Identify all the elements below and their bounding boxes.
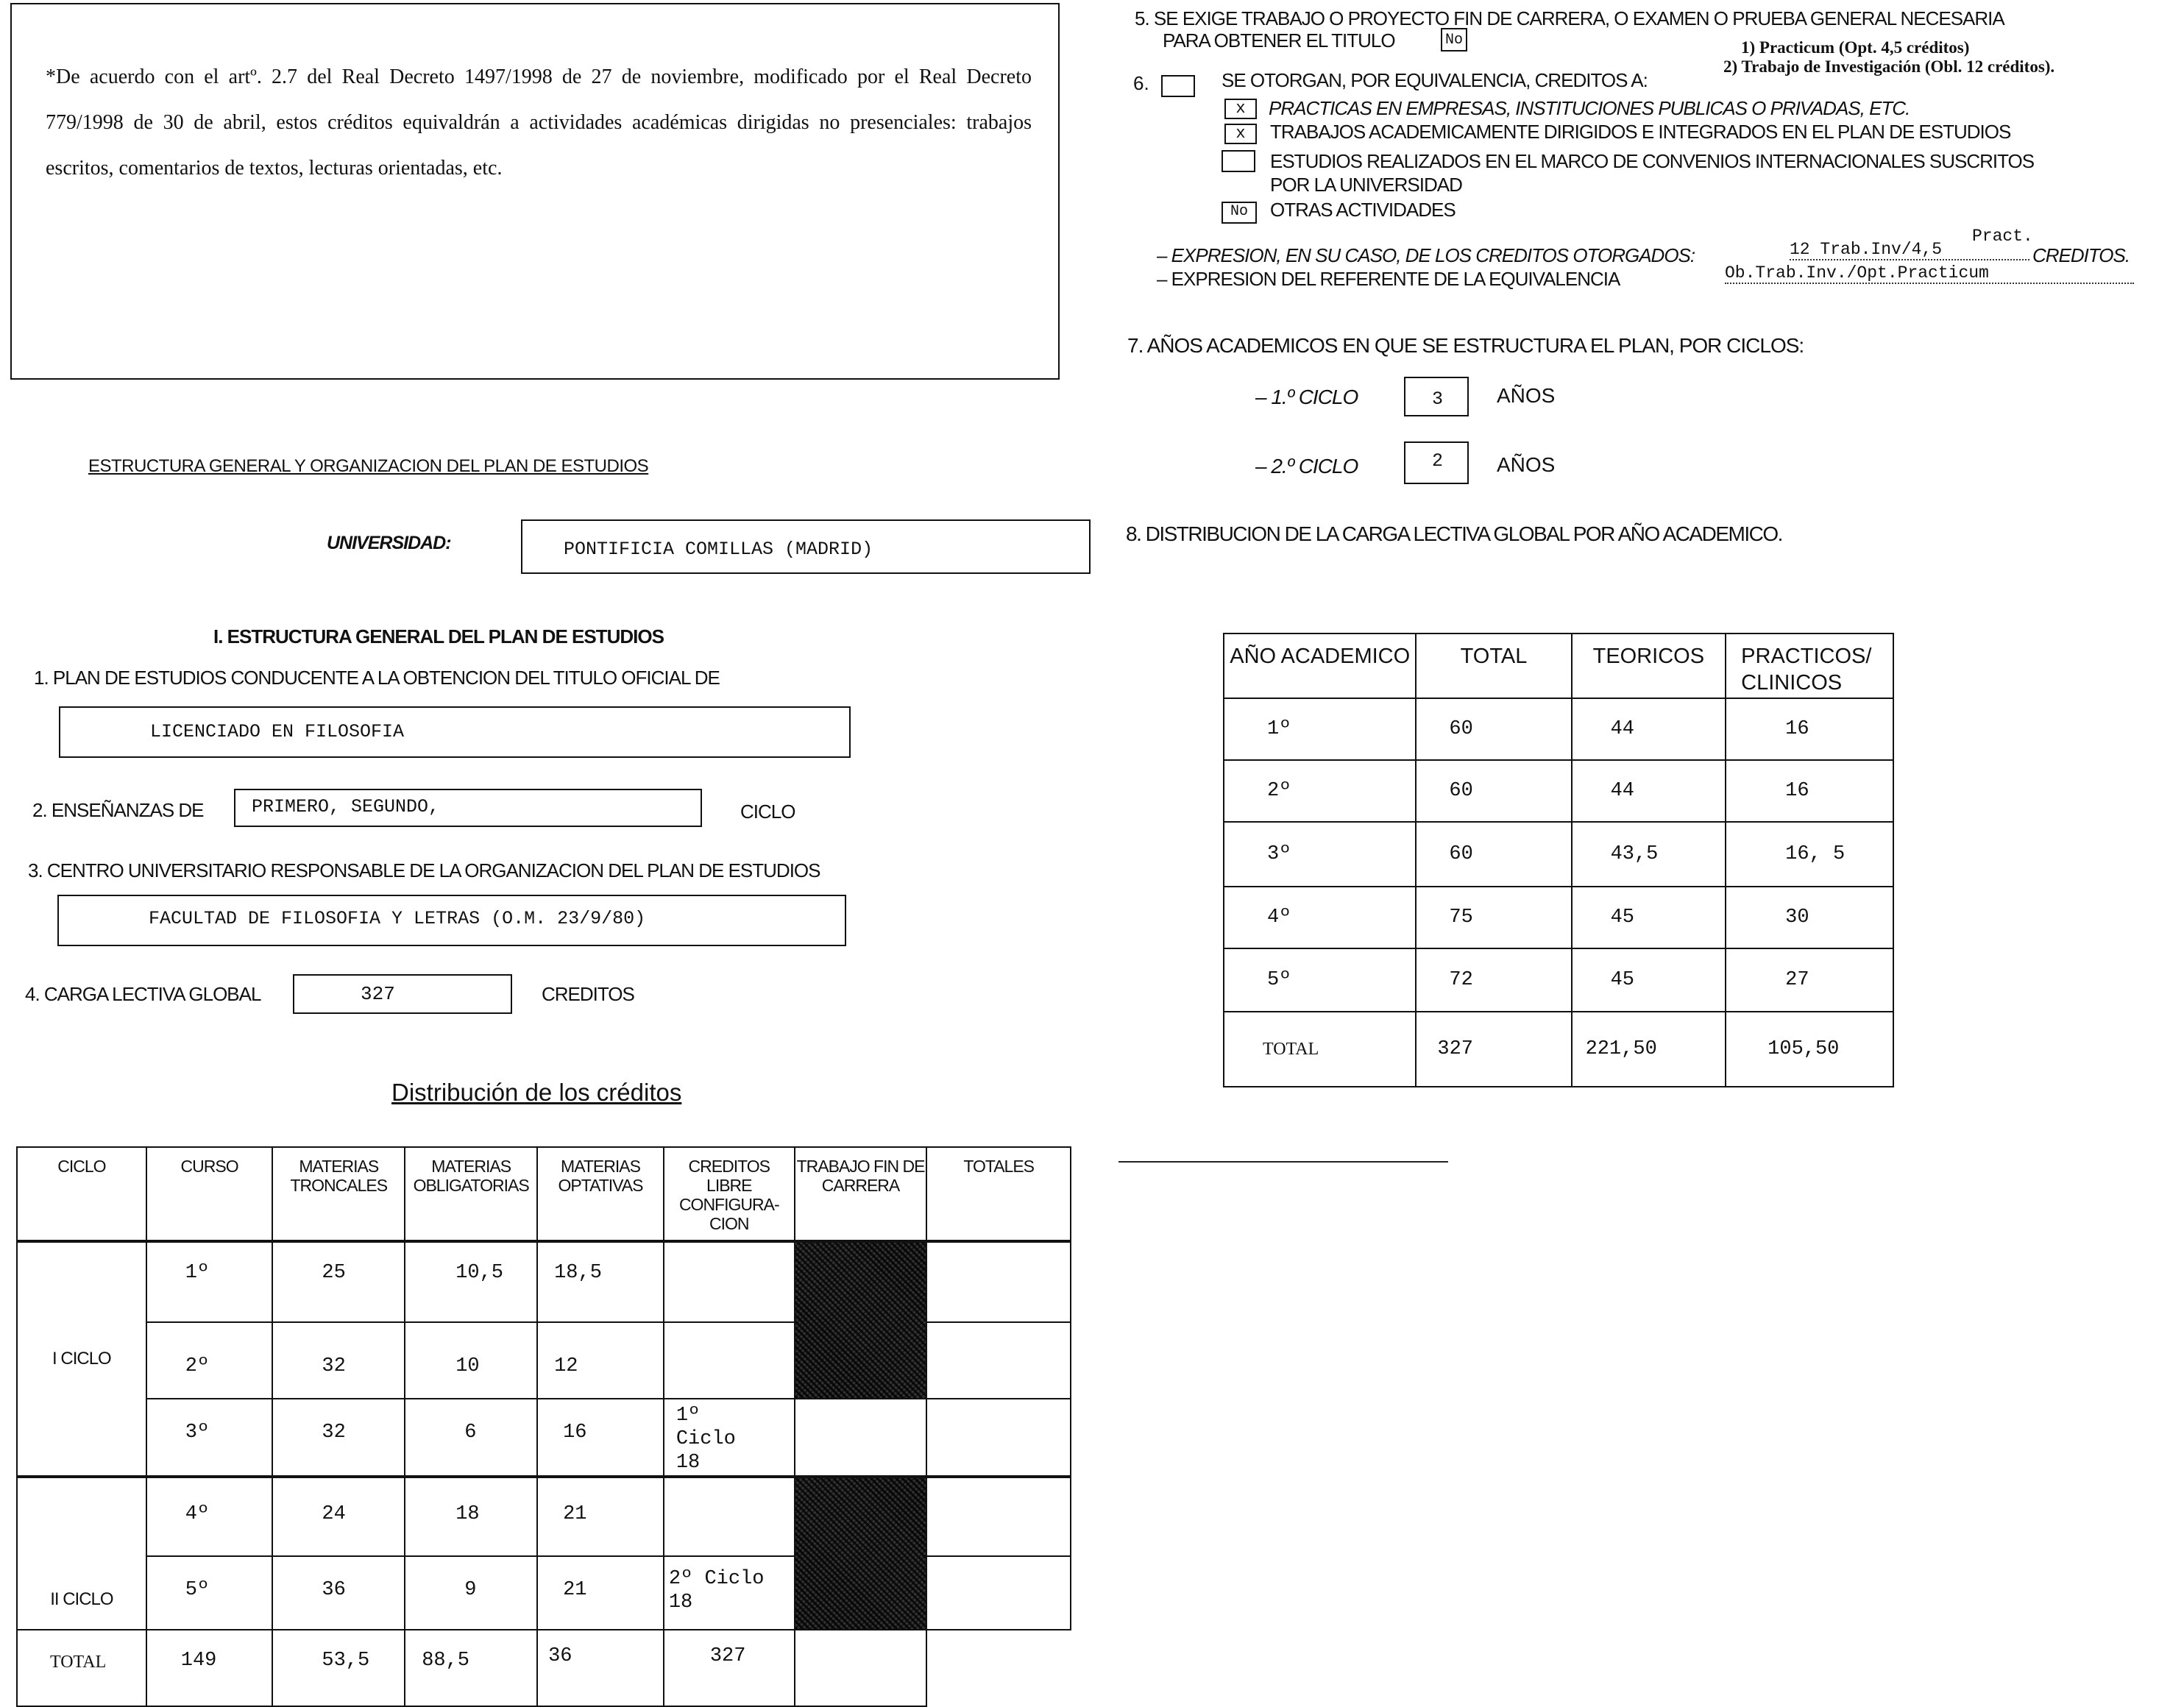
curso-cell: 4º [146, 1477, 273, 1556]
header-totales: TOTALES [926, 1147, 1071, 1241]
practicos-cell: 16, 5 [1726, 822, 1893, 887]
opt1-checkbox: x [1224, 99, 1257, 119]
year-table [1223, 633, 1894, 1087]
obligatorias-cell: 18 [405, 1477, 537, 1556]
item8-label: 8. DISTRIBUCION DE LA CARGA LECTIVA GLOBAL POR AÑO ACADEMICO. [1126, 522, 1782, 545]
note-text: *De acuerdo con el artº. 2.7 del Real Decreto 1497/1998 de 27 de noviembre, modificado por el Real Decreto 779/1998 de 30 de abril, estos créditos equivaldrán a actividades académicas dirigidas no presenciales: trabajos escritos, comentarios de textos, lecturas orientadas, etc. [46, 65, 1032, 180]
opt3-line1: ESTUDIOS REALIZADOS EN EL MARCO DE CONVENIOS INTERNACIONALES SUSCRITOS [1270, 150, 2035, 172]
teoricos-cell: 44 [1572, 760, 1726, 822]
practicos-cell: 16 [1726, 760, 1893, 822]
anio-cell: TOTAL [1224, 1012, 1416, 1087]
item3-label: 3. CENTRO UNIVERSITARIO RESPONSABLE DE LA ORGANIZACION DEL PLAN DE ESTUDIOS [28, 859, 820, 881]
expr1-label: – EXPRESION, EN SU CASO, DE LOS CREDITOS OTORGADOS: [1157, 244, 1695, 266]
teoricos-cell: 45 [1572, 948, 1726, 1012]
centro-value: FACULTAD DE FILOSOFIA Y LETRAS (O.M. 23/9/80) [149, 908, 646, 929]
troncales-cell: 149 [146, 1630, 273, 1706]
item6-text: SE OTORGAN, POR EQUIVALENCIA, CREDITOS A: [1222, 69, 1648, 91]
total-cell: 60 [1416, 760, 1571, 822]
table-row [1224, 887, 1893, 948]
anio-cell: 4º [1224, 887, 1416, 948]
optativas-cell: 18,5 [537, 1241, 664, 1322]
ciclo2-years: 2 [1432, 450, 1444, 472]
opt4-checkbox: No [1222, 202, 1257, 224]
teoricos-cell: 45 [1572, 887, 1726, 948]
ciclo1-years-box [1404, 377, 1469, 416]
header-obligatorias: MATERIAS OBLIGATORIAS [405, 1147, 537, 1241]
expr1-value: 12 Trab.Inv/4,5 [1790, 240, 2029, 260]
obligatorias-cell: 6 [405, 1399, 537, 1477]
practicos-cell: 105,50 [1726, 1012, 1893, 1087]
obligatorias-cell: 10,5 [405, 1241, 537, 1322]
opt1-label: PRACTICAS EN EMPRESAS, INSTITUCIONES PUBLICAS O PRIVADAS, ETC. [1269, 97, 1910, 119]
curso-cell: 5º [146, 1556, 273, 1630]
totales-cell [926, 1477, 1071, 1556]
header-troncales: MATERIAS TRONCALES [272, 1147, 405, 1241]
total-cell: 72 [1416, 948, 1571, 1012]
troncales-cell: 32 [272, 1399, 405, 1477]
troncales-cell: 25 [272, 1241, 405, 1322]
centro-field [57, 895, 846, 946]
opt3-line2: POR LA UNIVERSIDAD [1270, 174, 1462, 196]
ciclo2-anos: AÑOS [1497, 453, 1556, 476]
note-box [10, 3, 1060, 380]
table-row [17, 1241, 1071, 1322]
trabajo-cell: 327 [664, 1630, 795, 1706]
libre-cell: 2º Ciclo 18 [664, 1556, 795, 1630]
libre-cell [664, 1241, 795, 1322]
curso-cell: 2º [146, 1322, 273, 1399]
trabajo-shaded-cell [795, 1241, 927, 1399]
expr1-suffix: CREDITOS. [2032, 244, 2130, 266]
titulo-field [59, 706, 851, 758]
ciclo1-years: 3 [1432, 388, 1444, 410]
header-teoricos: TEORICOS [1572, 634, 1726, 698]
total-cell: 60 [1416, 698, 1571, 760]
opt2-checkbox: x [1224, 124, 1257, 144]
item5-line1: 5. SE EXIGE TRABAJO O PROYECTO FIN DE CARRERA, O EXAMEN O PRUEBA GENERAL NECESARIA [1135, 7, 2004, 29]
optativas-cell: 21 [537, 1556, 664, 1630]
header-ciclo: CICLO [17, 1147, 146, 1241]
teoricos-cell: 221,50 [1572, 1012, 1726, 1087]
anio-cell: 3º [1224, 822, 1416, 887]
expr2-value: Ob.Trab.Inv./Opt.Practicum [1725, 263, 2134, 284]
ciclo2-label: – 2.º CICLO [1255, 455, 1358, 478]
optativas-cell: 21 [537, 1477, 664, 1556]
libre-cell [664, 1322, 795, 1399]
header-libre: CREDITOS LIBRE CONFIGURA- CION [664, 1147, 795, 1241]
titulo-value: LICENCIADO EN FILOSOFIA [150, 721, 405, 742]
obligatorias-cell: 10 [405, 1322, 537, 1399]
header-trabajo: TRABAJO FIN DE CARRERA [795, 1147, 927, 1241]
item5-box: No [1441, 28, 1467, 52]
obligatorias-cell: 53,5 [272, 1630, 405, 1706]
ciclo1-label: – 1.º CICLO [1255, 386, 1358, 408]
obligatorias-cell: 9 [405, 1556, 537, 1630]
teoricos-cell: 44 [1572, 698, 1726, 760]
totales-cell [926, 1556, 1071, 1630]
heading-estructura: I. ESTRUCTURA GENERAL DEL PLAN DE ESTUDIOS [213, 625, 664, 647]
footnote-divider [1118, 1161, 1448, 1163]
item7-label: 7. AÑOS ACADEMICOS EN QUE SE ESTRUCTURA EL PLAN, POR CICLOS: [1127, 334, 1804, 357]
table-row [17, 1477, 1071, 1556]
libre-cell: 36 [537, 1630, 664, 1706]
item5-line2: PARA OBTENER EL TITULO [1163, 29, 1395, 52]
ciclo2-cell: II CICLO [17, 1477, 146, 1630]
teoricos-cell: 43,5 [1572, 822, 1726, 887]
item1-label: 1. PLAN DE ESTUDIOS CONDUCENTE A LA OBTENCION DEL TITULO OFICIAL DE [34, 667, 720, 689]
note-trabajo: 2) Trabajo de Investigación (Obl. 12 créditos). [1723, 57, 2055, 76]
item4-suffix: CREDITOS [542, 983, 634, 1005]
note-practicum: 1) Practicum (Opt. 4,5 créditos) [1741, 38, 1970, 57]
table-row [17, 1399, 1071, 1477]
ciclo1-anos: AÑOS [1497, 384, 1556, 407]
totales-cell [926, 1241, 1071, 1322]
optativas-cell: 88,5 [405, 1630, 537, 1706]
table-row [1224, 760, 1893, 822]
section-title: ESTRUCTURA GENERAL Y ORGANIZACION DEL PLAN DE ESTUDIOS [88, 456, 649, 476]
distribucion-title: Distribución de los créditos [391, 1079, 682, 1106]
libre-cell: 1º Ciclo 18 [664, 1399, 795, 1477]
opt4-label: OTRAS ACTIVIDADES [1270, 199, 1456, 221]
libre-cell [664, 1477, 795, 1556]
carga-value: 327 [361, 983, 395, 1005]
practicos-cell: 27 [1726, 948, 1893, 1012]
header-total: TOTAL [1416, 634, 1571, 698]
ciclo2-years-box [1404, 441, 1469, 484]
table-row-total [1224, 1012, 1893, 1087]
header-anio: AÑO ACADEMICO [1224, 634, 1416, 698]
totales-cell [926, 1399, 1071, 1477]
table-row [1224, 948, 1893, 1012]
header-practicos: PRACTICOS/ CLINICOS [1726, 634, 1893, 698]
table-row [1224, 698, 1893, 760]
item6-number: 6. [1133, 72, 1149, 94]
troncales-cell: 24 [272, 1477, 405, 1556]
header-optativas: MATERIAS OPTATIVAS [537, 1147, 664, 1241]
anio-cell: 2º [1224, 760, 1416, 822]
total-cell: 60 [1416, 822, 1571, 887]
opt2-label: TRABAJOS ACADEMICAMENTE DIRIGIDOS E INTEGRADOS EN EL PLAN DE ESTUDIOS [1270, 121, 2011, 143]
total-cell: 75 [1416, 887, 1571, 948]
item6-box [1161, 75, 1195, 97]
practicos-cell: 30 [1726, 887, 1893, 948]
universidad-value: PONTIFICIA COMILLAS (MADRID) [564, 539, 873, 560]
troncales-cell: 32 [272, 1322, 405, 1399]
item4-label: 4. CARGA LECTIVA GLOBAL [25, 983, 261, 1005]
practicos-cell: 16 [1726, 698, 1893, 760]
expr1-superscript: Pract. [1972, 227, 2033, 246]
header-curso: CURSO [146, 1147, 273, 1241]
universidad-label: UNIVERSIDAD: [327, 533, 451, 553]
anio-cell: 1º [1224, 698, 1416, 760]
ensenanzas-value: PRIMERO, SEGUNDO, [252, 796, 440, 817]
carga-field [293, 974, 512, 1014]
universidad-field [521, 519, 1091, 574]
curso-cell: 1º [146, 1241, 273, 1322]
anio-cell: 5º [1224, 948, 1416, 1012]
table-row [1224, 822, 1893, 887]
optativas-cell: 12 [537, 1322, 664, 1399]
ciclo1-cell: I CICLO [17, 1241, 146, 1477]
opt3-checkbox [1222, 150, 1255, 172]
table-row-total [17, 1630, 1071, 1706]
curso-cell: 3º [146, 1399, 273, 1477]
credits-table [16, 1146, 1071, 1707]
expr2-label: – EXPRESION DEL REFERENTE DE LA EQUIVALENCIA [1157, 268, 1620, 290]
trabajo-shaded-cell [795, 1477, 927, 1630]
curso-cell: TOTAL [17, 1630, 146, 1706]
totales-cell [926, 1322, 1071, 1399]
trabajo-cell [795, 1399, 927, 1477]
ensenanzas-field [234, 789, 702, 827]
optativas-cell: 16 [537, 1399, 664, 1477]
total-cell: 327 [1416, 1012, 1571, 1087]
item2-suffix: CICLO [740, 801, 795, 823]
troncales-cell: 36 [272, 1556, 405, 1630]
item2-label: 2. ENSEÑANZAS DE [32, 799, 204, 821]
totales-cell [795, 1630, 927, 1706]
